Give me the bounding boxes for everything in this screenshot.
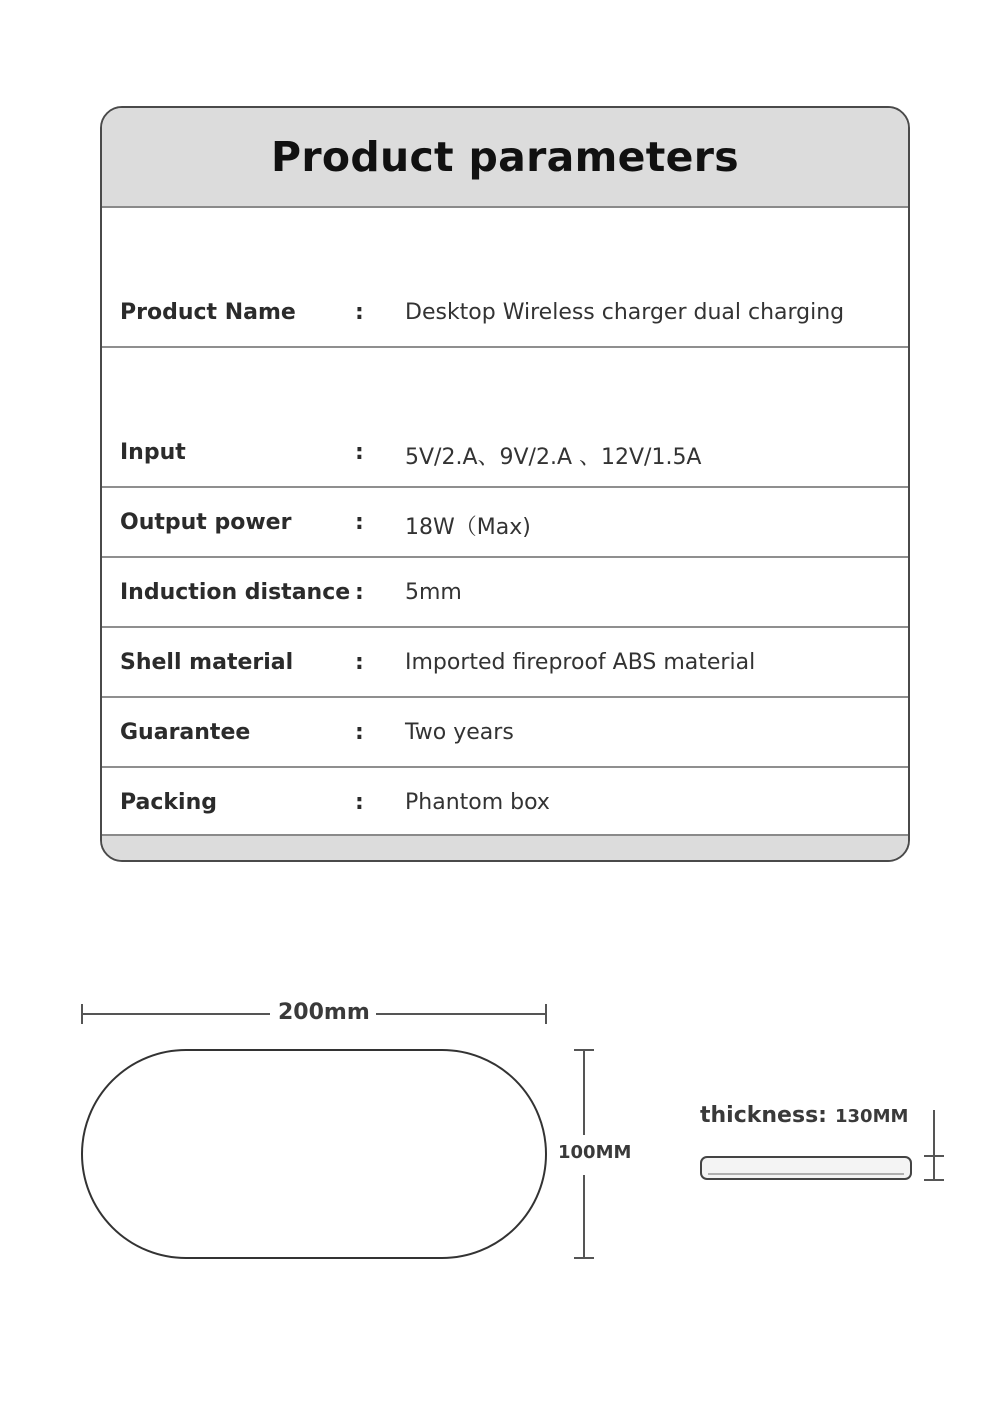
param-label: Guarantee [120, 720, 251, 745]
param-value: Desktop Wireless charger dual charging [405, 300, 845, 325]
param-value: Imported fireproof ABS material [405, 650, 756, 675]
param-colon: : [355, 580, 364, 605]
page-title: Product parameters [270, 133, 739, 181]
width-dimension-label: 200mm [278, 1000, 370, 1025]
param-label: Output power [120, 510, 292, 535]
param-value: 18W（Max) [405, 515, 531, 540]
charger-top-view [82, 1050, 546, 1258]
param-colon: : [355, 790, 364, 815]
thickness-label: thickness: [700, 1103, 827, 1128]
param-colon: : [355, 300, 364, 325]
param-label: Packing [120, 790, 218, 815]
height-dimension-label: 100MM [558, 1142, 632, 1163]
param-colon: : [355, 720, 364, 745]
param-value: Phantom box [405, 790, 550, 815]
param-label: Input [120, 440, 186, 465]
param-label: Induction distance [120, 580, 351, 605]
charger-side-view [701, 1157, 911, 1179]
param-colon: : [355, 650, 364, 675]
param-label: Product Name [120, 300, 296, 325]
thickness-value: 130MM [835, 1106, 909, 1127]
param-value: 5mm [405, 580, 462, 605]
param-colon: : [355, 440, 364, 465]
param-value: 5V/2.A、9V/2.A 、12V/1.5A [405, 445, 702, 470]
param-value: Two years [405, 720, 514, 745]
param-label: Shell material [120, 650, 294, 675]
param-colon: : [355, 510, 364, 535]
